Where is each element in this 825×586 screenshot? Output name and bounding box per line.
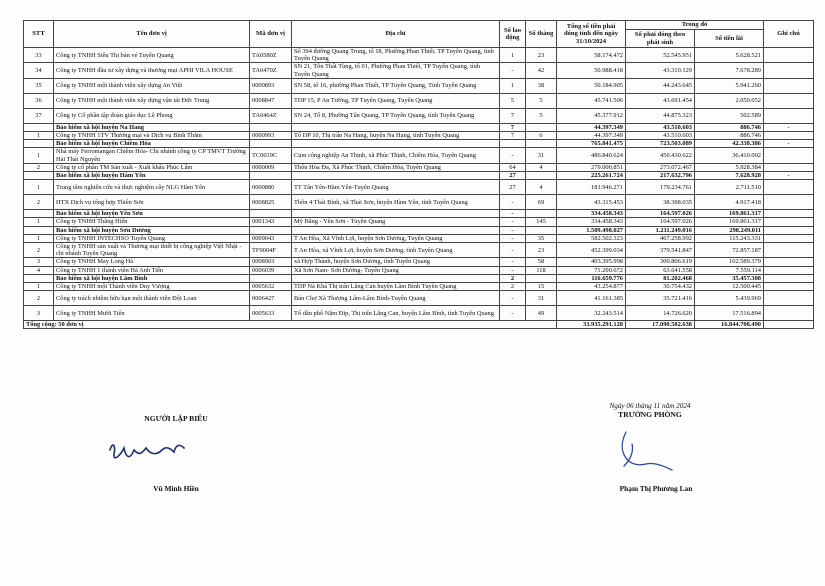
cell-arising: 44.875.323	[626, 108, 695, 123]
cell-name: Công ty TNHH Thăng Hiển	[54, 218, 250, 226]
cell-name: Trung tâm nghiên cứu và thực nghiệm cây NLG Hàm Yên	[54, 180, 250, 195]
cell-address: TDP 15, P An Tường, TP Tuyên Quang, Tuyên Quang	[292, 93, 500, 108]
grand-total-label: Tổng cộng: 50 đơn vị	[24, 321, 557, 329]
cell-address: Cụm công nghiệp An Thịnh, xã Phúc Thịnh, Chiêm Hóa, Tuyên Quang	[292, 148, 500, 163]
cell-workers: 2	[500, 283, 526, 291]
cell-interest: 886.746	[695, 132, 764, 140]
cell-address: SN 21, Tôn Thất Tùng, tổ 01, Phường Phan Thiết, TP Tuyên Quang, tỉnh Tuyên Quang	[292, 63, 500, 78]
cell-total: 44.397.349	[557, 123, 626, 131]
cell-arising: 44.243.645	[626, 78, 695, 93]
cell-code: 0001343	[250, 218, 292, 226]
cell-months: 35	[526, 234, 557, 242]
cell-interest: 169.861.317	[695, 210, 764, 218]
cell-name: Bảo hiểm xã hội huyện Lâm Bình	[54, 274, 250, 282]
cell-interest: 102.589.379	[695, 258, 764, 266]
head-title: TRƯỞNG PHÒNG	[618, 410, 682, 419]
cell-arising: 14.726.620	[626, 306, 695, 321]
table-row	[24, 283, 814, 291]
cell-name: Bảo hiểm xã hội huyện Chiêm Hóa	[54, 140, 250, 148]
cell-total: 334.458.343	[557, 210, 626, 218]
cell-workers: -	[500, 306, 526, 321]
cell-code: 0000880	[250, 180, 292, 195]
cell-arising: 30.754.432	[626, 283, 695, 291]
table-row	[24, 63, 814, 78]
cell-address: Thôn Hòa Đa, Xã Phúc Thịnh, Chiêm Hóa, Tuyên Quang	[292, 163, 500, 171]
cell-code: 0008903	[250, 258, 292, 266]
cell-note	[764, 63, 814, 78]
cell-note	[764, 274, 814, 282]
cell-workers: 64	[500, 163, 526, 171]
cell-code: 0008825	[250, 195, 292, 210]
cell-total: 43.315.453	[557, 195, 626, 210]
cell-months: 6	[526, 132, 557, 140]
cell-stt: 33	[24, 48, 54, 63]
cell-stt: 2	[24, 291, 54, 306]
cell-code	[250, 226, 292, 234]
cell-months	[526, 140, 557, 148]
cell-interest: 5.628.521	[695, 48, 764, 63]
cell-stt	[24, 274, 54, 282]
cell-code	[250, 123, 292, 131]
cell-total: 279.000.851	[557, 163, 626, 171]
cell-note: -	[764, 123, 814, 131]
table-row	[24, 258, 814, 266]
cell-address: Mỹ Bằng - Yên Sơn - Tuyên Quang	[292, 218, 500, 226]
cell-interest: 2.050.052	[695, 93, 764, 108]
cell-total: 45.741.506	[557, 93, 626, 108]
cell-stt	[24, 172, 54, 180]
cell-code: TC0019C	[250, 148, 292, 163]
cell-address: Bản Chợ Xã Thượng Lâm-Lâm Bình-Tuyên Quang	[292, 291, 500, 306]
preparer-name-block	[76, 484, 276, 493]
cell-months: 4	[526, 163, 557, 171]
cell-name: HTX Dịch vụ tổng hợp Thiên Sơn	[54, 195, 250, 210]
cell-workers: -	[500, 195, 526, 210]
cell-total: 71.200.672	[557, 266, 626, 274]
cell-interest: 5.439.969	[695, 291, 764, 306]
cell-interest: 12.500.445	[695, 283, 764, 291]
cell-address	[292, 140, 500, 148]
cell-note	[764, 266, 814, 274]
header-note: Ghi chú	[764, 21, 814, 48]
cell-interest: 886.746	[695, 123, 764, 131]
group-row	[24, 210, 814, 218]
cell-address: TT Tân Yên-Hàm Yên-Tuyên Quang	[292, 180, 500, 195]
table-row	[24, 148, 814, 163]
cell-months: 31	[526, 148, 557, 163]
header-unit-code: Mã đơn vị	[250, 21, 292, 48]
cell-address: T An Hòa, Xã Vĩnh Lợi, huyện Sơn Dương, Tuyên Quang	[292, 234, 500, 242]
cell-workers: 7	[500, 108, 526, 123]
cell-arising: 43.510.603	[626, 123, 695, 131]
cell-name: Công ty TNHH 1TV Thương mại và Dịch vụ Bình Thắm	[54, 132, 250, 140]
cell-name: Công ty TNHH Mười Tiến	[54, 306, 250, 321]
cell-total: 765.841.475	[557, 140, 626, 148]
table-row	[24, 234, 814, 242]
cell-arising: 164.597.026	[626, 210, 695, 218]
cell-arising: 1.211.249.016	[626, 226, 695, 234]
cell-workers: -	[500, 291, 526, 306]
cell-interest: 502.589	[695, 108, 764, 123]
cell-note	[764, 226, 814, 234]
cell-workers: -	[500, 234, 526, 242]
cell-interest: 35.457.308	[695, 274, 764, 282]
cell-stt: 4	[24, 266, 54, 274]
cell-stt: 1	[24, 132, 54, 140]
cell-interest: 5.928.384	[695, 163, 764, 171]
table-row	[24, 180, 814, 195]
cell-stt	[24, 140, 54, 148]
cell-total: 32.243.514	[557, 306, 626, 321]
grand-total-note	[764, 321, 814, 329]
cell-stt: 3	[24, 258, 54, 266]
cell-name: Công ty TNHH 1 thành viên Hà Anh Tiến	[54, 266, 250, 274]
cell-stt	[24, 226, 54, 234]
head-name: Phạm Thị Phương Lan	[619, 484, 693, 493]
preparer-block	[76, 414, 276, 423]
cell-code: 0005633	[250, 306, 292, 321]
cell-note	[764, 132, 814, 140]
cell-stt: 36	[24, 93, 54, 108]
header-arising: Số phải đóng theo phát sinh	[626, 30, 695, 48]
cell-interest: 7.628.928	[695, 172, 764, 180]
cell-address: TDP Nà Khá Thị trấn Lăng Can huyện Lâm Bình Tuyên Quang	[292, 283, 500, 291]
cell-total: 50.988.418	[557, 63, 626, 78]
cell-name: Công ty cổ phần TM Sản xuất - Xuất khẩu Phúc Lâm	[54, 163, 250, 171]
cell-note	[764, 291, 814, 306]
cell-name: Công ty trách nhiệm hữu hạn một thành viên Đội Loan	[54, 291, 250, 306]
cell-note	[764, 218, 814, 226]
cell-code	[250, 172, 292, 180]
cell-code: TA0580Z	[250, 48, 292, 63]
cell-workers: 7	[500, 132, 526, 140]
cell-code: TF0004F	[250, 243, 292, 258]
cell-total: 58.174.472	[557, 48, 626, 63]
table-row	[24, 132, 814, 140]
table-row	[24, 266, 814, 274]
grand-total-interest: 16.844.708.490	[695, 321, 764, 329]
table-row	[24, 48, 814, 63]
cell-code: 0006427	[250, 291, 292, 306]
preparer-title: NGƯỜI LẬP BIỂU	[144, 414, 208, 423]
cell-stt: 34	[24, 63, 54, 78]
group-row	[24, 274, 814, 282]
preparer-name: Vũ Minh Hiền	[153, 484, 199, 493]
cell-name: Nhà máy Ferromangan Chiêm Hóa- Chi nhánh công ty CP TMVT Trường Hải Thái Nguyên	[54, 148, 250, 163]
cell-workers: -	[500, 148, 526, 163]
cell-address	[292, 210, 500, 218]
cell-months	[526, 172, 557, 180]
cell-arising: 379.541.847	[626, 243, 695, 258]
head-signature	[612, 426, 682, 478]
cell-workers: -	[500, 226, 526, 234]
cell-name: Công ty TNHH INTECHSO Tuyên Quang	[54, 234, 250, 242]
cell-code	[250, 210, 292, 218]
cell-stt: 1	[24, 180, 54, 195]
table-row	[24, 218, 814, 226]
cell-address: Tổ dân phố Nậm Đip, Thị trấn Lăng Can, huyện Lâm Bình, tỉnh Tuyên Quang	[292, 306, 500, 321]
cell-interest: 42.338.386	[695, 140, 764, 148]
cell-note	[764, 195, 814, 210]
group-row	[24, 226, 814, 234]
cell-months	[526, 274, 557, 282]
cell-interest: 7.678.289	[695, 63, 764, 78]
cell-total: 225.261.724	[557, 172, 626, 180]
cell-code: 0000009	[250, 163, 292, 171]
cell-code: TA0464Z	[250, 108, 292, 123]
cell-arising: 723.503.089	[626, 140, 695, 148]
cell-workers: 1	[500, 78, 526, 93]
cell-address: Tổ DP 10, Thị trấn Na Hang, huyện Na Hang, tỉnh Tuyên Quang	[292, 132, 500, 140]
cell-interest: 298.249.011	[695, 226, 764, 234]
cell-address	[292, 274, 500, 282]
cell-total: 44.397.349	[557, 132, 626, 140]
cell-arising: 300.806.619	[626, 258, 695, 266]
cell-interest: 36.410.002	[695, 148, 764, 163]
head-block	[550, 402, 750, 419]
cell-interest: 72.857.187	[695, 243, 764, 258]
debt-report-table	[23, 20, 814, 329]
cell-months: 5	[526, 108, 557, 123]
cell-stt	[24, 210, 54, 218]
cell-note: -	[764, 140, 814, 148]
cell-months: 118	[526, 266, 557, 274]
cell-total: 486.840.624	[557, 148, 626, 163]
grand-total-arising: 17.090.582.638	[626, 321, 695, 329]
preparer-signature	[104, 436, 190, 470]
cell-stt: 2	[24, 195, 54, 210]
grand-total-total: 33.935.291.128	[557, 321, 626, 329]
cell-months	[526, 123, 557, 131]
cell-total: 45.377.912	[557, 108, 626, 123]
cell-arising: 43.310.129	[626, 63, 695, 78]
cell-address: SN 24, Tổ 8, Phường Tân Quang, TP Tuyên Quang, tỉnh Tuyên Quang	[292, 108, 500, 123]
cell-address: Thôn 4 Thái Bình, xã Thái Sơn, huyện Hàm Yên, tỉnh Tuyên Quang	[292, 195, 500, 210]
cell-arising: 38.398.035	[626, 195, 695, 210]
cell-interest: 17.516.894	[695, 306, 764, 321]
cell-note	[764, 258, 814, 266]
cell-arising: 52.545.951	[626, 48, 695, 63]
cell-stt	[24, 123, 54, 131]
cell-total: 116.659.776	[557, 274, 626, 282]
cell-arising: 217.632.796	[626, 172, 695, 180]
group-row	[24, 140, 814, 148]
cell-arising: 164.597.026	[626, 218, 695, 226]
cell-months: 23	[526, 48, 557, 63]
header-workers: Số lao động	[500, 21, 526, 48]
cell-workers: -	[500, 63, 526, 78]
cell-workers: 27	[500, 172, 526, 180]
cell-months: 145	[526, 218, 557, 226]
cell-months: 69	[526, 195, 557, 210]
cell-note	[764, 180, 814, 195]
cell-arising: 35.721.416	[626, 291, 695, 306]
cell-code	[250, 140, 292, 148]
cell-name: Công ty TNHH một Thành viên Duy Vượng	[54, 283, 250, 291]
cell-note	[764, 148, 814, 163]
cell-workers: 2	[500, 274, 526, 282]
cell-workers: 27	[500, 180, 526, 195]
table-row	[24, 291, 814, 306]
table-body	[24, 48, 814, 329]
cell-name: Công ty TNHH May Long Hà	[54, 258, 250, 266]
table-row	[24, 195, 814, 210]
table-row	[24, 163, 814, 171]
cell-interest: 7.559.114	[695, 266, 764, 274]
grand-total-row	[24, 321, 814, 329]
cell-arising: 81.202.468	[626, 274, 695, 282]
cell-name: Bảo hiểm xã hội huyện Yên Sơn	[54, 210, 250, 218]
cell-total: 41.161.385	[557, 291, 626, 306]
group-row	[24, 172, 814, 180]
cell-months: 5	[526, 93, 557, 108]
cell-total: 582.502.323	[557, 234, 626, 242]
header-unit-name: Tên đơn vị	[54, 21, 250, 48]
cell-total: 452.399.034	[557, 243, 626, 258]
header-of-which: Trong đó	[626, 21, 764, 30]
cell-stt: 35	[24, 78, 54, 93]
cell-workers: 5	[500, 93, 526, 108]
cell-workers: -	[500, 210, 526, 218]
cell-stt: 1	[24, 283, 54, 291]
table-row	[24, 243, 814, 258]
table-row	[24, 108, 814, 123]
cell-name: Bảo hiểm xã hội huyện Hàm Yên	[54, 172, 250, 180]
cell-workers: -	[500, 258, 526, 266]
cell-total: 181.946.271	[557, 180, 626, 195]
cell-arising: 43.691.454	[626, 93, 695, 108]
cell-months: 49	[526, 306, 557, 321]
cell-note	[764, 163, 814, 171]
cell-name: Công ty TNHH một thành viên xây dựng vận tải Đức Trung	[54, 93, 250, 108]
cell-note	[764, 306, 814, 321]
cell-name: Công ty Cổ phần tập đoàn giáo dục Lê Phong	[54, 108, 250, 123]
cell-months: 31	[526, 291, 557, 306]
signing-date: Ngày 06 tháng 11 năm 2024	[609, 402, 691, 410]
cell-name: Bảo hiểm xã hội huyện Na Hang	[54, 123, 250, 131]
cell-arising: 43.510.603	[626, 132, 695, 140]
cell-months: 42	[526, 63, 557, 78]
cell-months	[526, 210, 557, 218]
cell-stt: 2	[24, 163, 54, 171]
group-row	[24, 123, 814, 131]
cell-workers: 1	[500, 48, 526, 63]
cell-arising: 273.072.467	[626, 163, 695, 171]
cell-arising: 179.234.761	[626, 180, 695, 195]
cell-note	[764, 78, 814, 93]
cell-note	[764, 210, 814, 218]
cell-months: 23	[526, 243, 557, 258]
cell-name: Công ty TNHH một thành viên xây dựng An Việt	[54, 78, 250, 93]
cell-code: 0008847	[250, 93, 292, 108]
cell-workers: 7	[500, 123, 526, 131]
cell-stt: 2	[24, 243, 54, 258]
cell-code	[250, 274, 292, 282]
table-row	[24, 93, 814, 108]
header-address: Địa chỉ	[292, 21, 500, 48]
cell-code: 0000993	[250, 132, 292, 140]
cell-note	[764, 108, 814, 123]
cell-stt: 1	[24, 218, 54, 226]
cell-address	[292, 172, 500, 180]
cell-total: 43.254.877	[557, 283, 626, 291]
cell-workers: -	[500, 218, 526, 226]
cell-months: 38	[526, 78, 557, 93]
cell-months: 4	[526, 180, 557, 195]
cell-arising: 467.258.992	[626, 234, 695, 242]
cell-note	[764, 93, 814, 108]
cell-workers	[500, 140, 526, 148]
cell-address: T An Hòa, xã Vĩnh Lợi, huyện Sơn Dương, tỉnh Tuyên Quang	[292, 243, 500, 258]
header-total: Tổng số tiền phải đóng tính đến ngày 31/10/2024	[557, 21, 626, 48]
cell-months: 15	[526, 283, 557, 291]
header-months: Số tháng	[526, 21, 557, 48]
cell-note	[764, 234, 814, 242]
cell-address: Xã Sơn Nam- Sơn Dương- Tuyên Quang	[292, 266, 500, 274]
cell-address	[292, 123, 500, 131]
cell-arising: 63.641.558	[626, 266, 695, 274]
cell-address: xã Hợp Thành, huyện Sơn Dương, tỉnh Tuyên Quang	[292, 258, 500, 266]
cell-name: Công ty TNHH Siêu Thị bán vé Tuyên Quang	[54, 48, 250, 63]
cell-code: 0005632	[250, 283, 292, 291]
cell-code: 0009043	[250, 234, 292, 242]
cell-address	[292, 226, 500, 234]
cell-months: 58	[526, 258, 557, 266]
cell-interest: 2.711.510	[695, 180, 764, 195]
cell-interest: 169.861.317	[695, 218, 764, 226]
cell-address: Số 394 đường Quang Trung, tổ 18, Phường Phan Thiết, TP Tuyên Quang, tỉnh Tuyên Quang	[292, 48, 500, 63]
cell-stt: 1	[24, 148, 54, 163]
cell-stt: 3	[24, 306, 54, 321]
cell-note	[764, 243, 814, 258]
cell-workers: -	[500, 266, 526, 274]
cell-stt: 1	[24, 234, 54, 242]
table-row	[24, 78, 814, 93]
header-stt: STT	[24, 21, 54, 48]
cell-code: TA0470Z	[250, 63, 292, 78]
cell-interest: 115.243.331	[695, 234, 764, 242]
cell-total: 1.509.498.027	[557, 226, 626, 234]
cell-note: -	[764, 172, 814, 180]
cell-note	[764, 48, 814, 63]
cell-months	[526, 226, 557, 234]
cell-stt: 37	[24, 108, 54, 123]
cell-code: 0000893	[250, 78, 292, 93]
cell-total: 334.458.343	[557, 218, 626, 226]
cell-total: 403.395.998	[557, 258, 626, 266]
cell-interest: 5.941.260	[695, 78, 764, 93]
head-name-block	[556, 484, 756, 493]
cell-note	[764, 283, 814, 291]
cell-address: SN 58, tổ 16, phường Phan Thiết, TP Tuyên Quang, Tỉnh Tuyên Quang	[292, 78, 500, 93]
cell-workers: -	[500, 243, 526, 258]
cell-total: 50.184.905	[557, 78, 626, 93]
table-row	[24, 306, 814, 321]
header-interest: Số tiền lãi	[695, 30, 764, 48]
cell-name: Công ty TNHH sản xuất và Thương mại thiết bị công nghiệp Việt Nhật - chi nhánh Tuyên Quang	[54, 243, 250, 258]
cell-arising: 450.430.622	[626, 148, 695, 163]
cell-name: Công ty TNHH đầu tư xây dựng và thương mại APHI VILA HOUSE	[54, 63, 250, 78]
cell-name: Bảo hiểm xã hội huyện Sơn Dương	[54, 226, 250, 234]
cell-interest: 4.917.418	[695, 195, 764, 210]
cell-code: 0006039	[250, 266, 292, 274]
